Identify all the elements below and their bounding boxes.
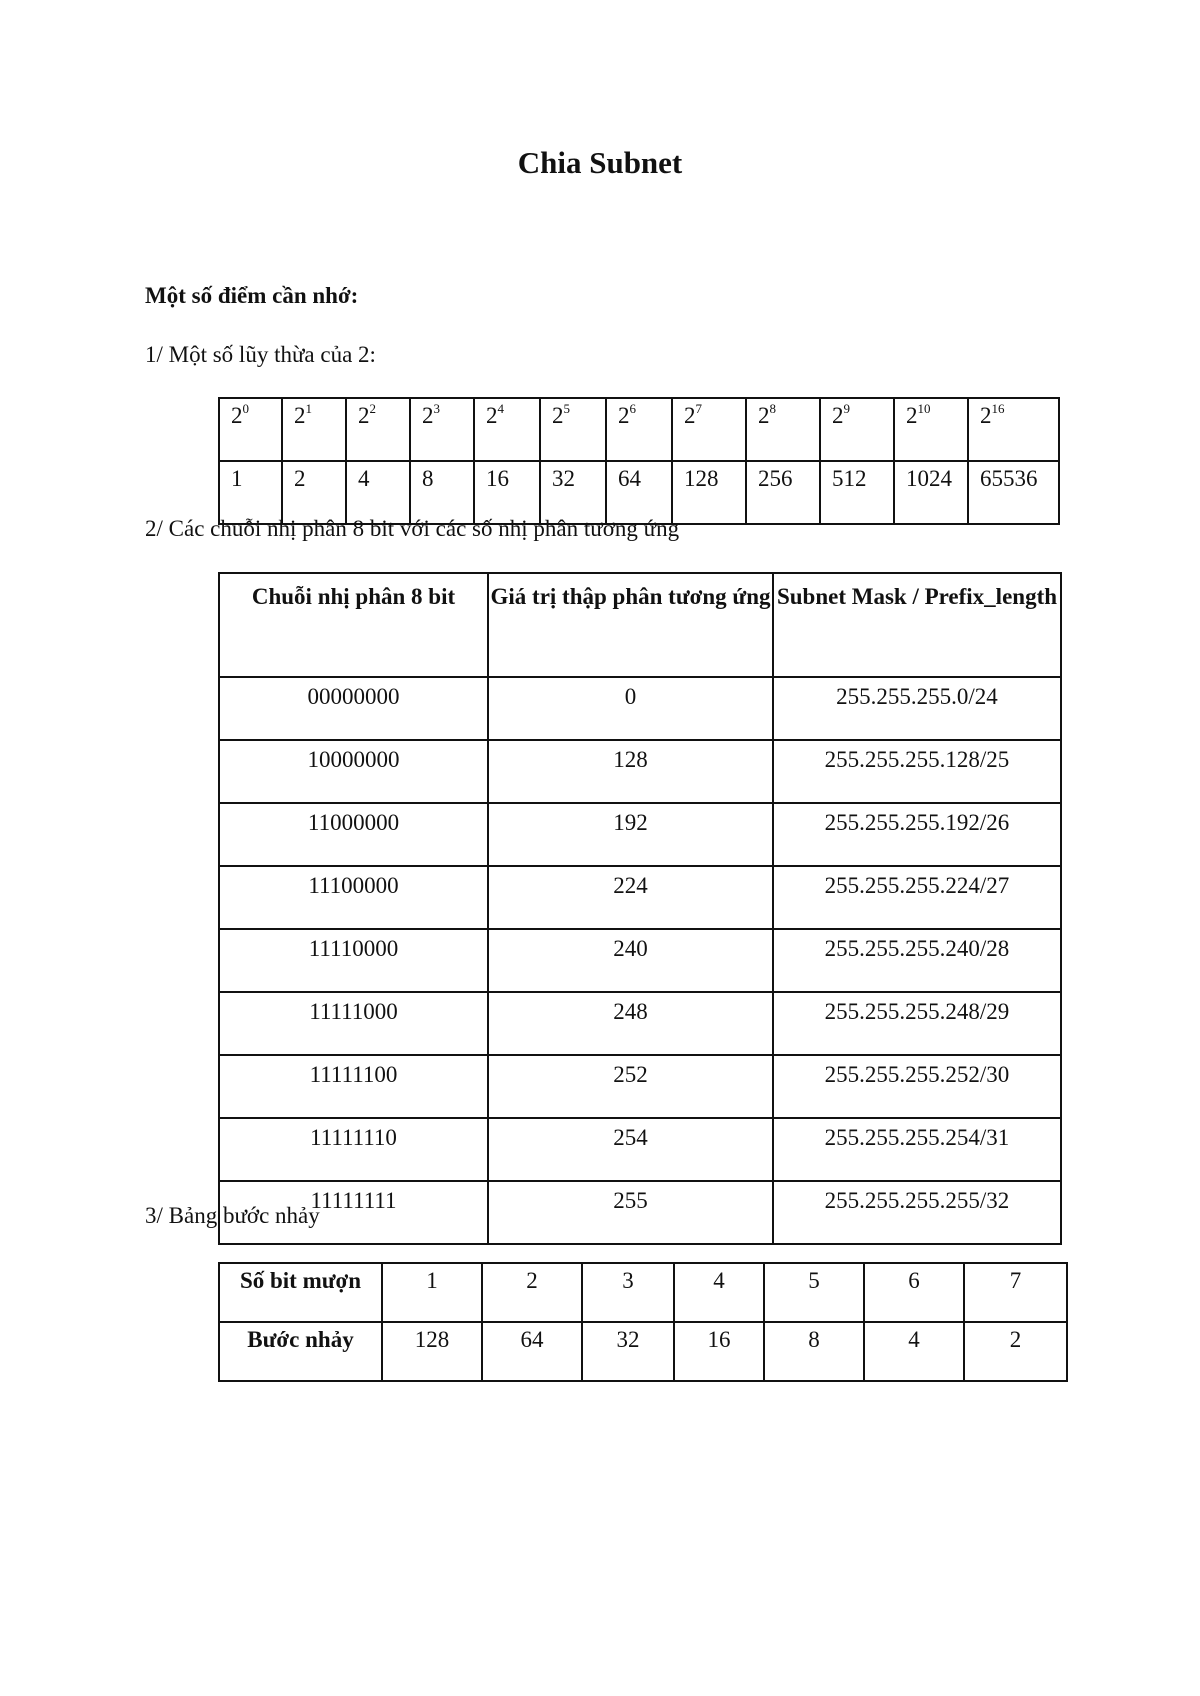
borrowed-bits-cell: 2: [482, 1263, 582, 1322]
subnet-mask-cell: 255.255.255.255/32: [773, 1181, 1061, 1244]
power-value-cell: 1: [219, 461, 282, 524]
binary-cell: 11111111: [219, 1181, 488, 1244]
borrowed-bits-row: [219, 1263, 1067, 1322]
decimal-cell: 248: [488, 992, 773, 1055]
binary-subnet-table: [218, 572, 1062, 1245]
power-cell: [540, 398, 606, 461]
borrowed-bits-cell: 4: [674, 1263, 764, 1322]
decimal-cell: 255: [488, 1181, 773, 1244]
step-size-cell: 2: [964, 1322, 1067, 1381]
binary-cell: 11111100: [219, 1055, 488, 1118]
step-size-cell: 128: [382, 1322, 482, 1381]
subnet-mask-cell: 255.255.255.252/30: [773, 1055, 1061, 1118]
subnet-mask-cell: 255.255.255.240/28: [773, 929, 1061, 992]
power-base: 2: [294, 403, 306, 428]
decimal-cell: 192: [488, 803, 773, 866]
power-exponent: 3: [433, 401, 440, 416]
power-exponent: 1: [305, 401, 312, 416]
power-cell: [282, 398, 346, 461]
power-cell: [346, 398, 410, 461]
power-exponent: 16: [991, 401, 1005, 416]
power-base: 2: [552, 403, 564, 428]
section3-label: 3/ Bảng bước nhảy: [145, 1203, 320, 1228]
table-row: [219, 740, 1061, 803]
step-size-cell: 8: [764, 1322, 864, 1381]
step-size-cell: 64: [482, 1322, 582, 1381]
power-base: 2: [618, 403, 630, 428]
power-value-cell: 2: [282, 461, 346, 524]
subnet-mask-cell: 255.255.255.0/24: [773, 677, 1061, 740]
table-row: [219, 1118, 1061, 1181]
table-row: [219, 992, 1061, 1055]
power-base: 2: [980, 403, 992, 428]
borrowed-bits-cell: 5: [764, 1263, 864, 1322]
binary-cell: 11000000: [219, 803, 488, 866]
power-base: 2: [684, 403, 696, 428]
power-exponent: 0: [242, 401, 249, 416]
power-exponent: 9: [843, 401, 850, 416]
power-cell: [474, 398, 540, 461]
values-row: [219, 461, 1059, 524]
power-base: 2: [358, 403, 370, 428]
power-base: 2: [422, 403, 434, 428]
table-row: [219, 1181, 1061, 1244]
power-base: 2: [486, 403, 498, 428]
header-binary: Chuỗi nhị phân 8 bit: [219, 573, 488, 677]
power-value-cell: 8: [410, 461, 474, 524]
power-value-cell: 4: [346, 461, 410, 524]
subnet-mask-cell: 255.255.255.128/25: [773, 740, 1061, 803]
table-row: [219, 929, 1061, 992]
powers-row: [219, 398, 1059, 461]
power-cell: [820, 398, 894, 461]
borrowed-bits-cell: 7: [964, 1263, 1067, 1322]
power-base: 2: [906, 403, 918, 428]
powers-of-two-table: [218, 397, 1060, 525]
power-exponent: 8: [769, 401, 776, 416]
power-cell: [894, 398, 968, 461]
power-exponent: 10: [917, 401, 931, 416]
binary-cell: 11111000: [219, 992, 488, 1055]
power-cell: [672, 398, 746, 461]
table-row: [219, 1055, 1061, 1118]
borrowed-bits-label: Số bit mượn: [219, 1263, 382, 1322]
table-row: [219, 677, 1061, 740]
section1-label: 1/ Một số lũy thừa của 2:: [145, 342, 376, 367]
decimal-cell: 0: [488, 677, 773, 740]
subnet-mask-cell: 255.255.255.224/27: [773, 866, 1061, 929]
subnet-mask-cell: 255.255.255.254/31: [773, 1118, 1061, 1181]
borrowed-bits-cell: 6: [864, 1263, 964, 1322]
page-title: Chia Subnet: [517, 145, 683, 180]
step-size-row: [219, 1322, 1067, 1381]
subnet-mask-cell: 255.255.255.248/29: [773, 992, 1061, 1055]
binary-cell: 11100000: [219, 866, 488, 929]
binary-cell: 10000000: [219, 740, 488, 803]
power-exponent: 4: [497, 401, 504, 416]
subnet-mask-cell: 255.255.255.192/26: [773, 803, 1061, 866]
decimal-cell: 252: [488, 1055, 773, 1118]
power-base: 2: [231, 403, 243, 428]
power-value-cell: 512: [820, 461, 894, 524]
power-value-cell: 128: [672, 461, 746, 524]
power-exponent: 6: [629, 401, 636, 416]
step-size-label: Bước nhảy: [219, 1322, 382, 1381]
table-row: [219, 803, 1061, 866]
step-size-cell: 16: [674, 1322, 764, 1381]
power-cell: [219, 398, 282, 461]
binary-cell: 11110000: [219, 929, 488, 992]
power-value-cell: 64: [606, 461, 672, 524]
power-value-cell: 32: [540, 461, 606, 524]
decimal-cell: 240: [488, 929, 773, 992]
table-header-row: [219, 573, 1061, 677]
binary-cell: 00000000: [219, 677, 488, 740]
decimal-cell: 224: [488, 866, 773, 929]
notes-heading: Một số điểm cần nhớ:: [145, 283, 359, 308]
power-value-cell: 1024: [894, 461, 968, 524]
decimal-cell: 254: [488, 1118, 773, 1181]
borrowed-bits-cell: 3: [582, 1263, 674, 1322]
decimal-cell: 128: [488, 740, 773, 803]
power-cell: [606, 398, 672, 461]
power-base: 2: [832, 403, 844, 428]
power-exponent: 2: [369, 401, 376, 416]
header-subnet-mask: Subnet Mask / Prefix_length: [773, 573, 1061, 677]
power-cell: [746, 398, 820, 461]
binary-cell: 11111110: [219, 1118, 488, 1181]
power-value-cell: 16: [474, 461, 540, 524]
section2-label: 2/ Các chuỗi nhị phân 8 bit với các số nhị phân tương ứng: [145, 516, 680, 541]
table-row: [219, 866, 1061, 929]
step-size-cell: 4: [864, 1322, 964, 1381]
step-table: [218, 1262, 1068, 1382]
power-base: 2: [758, 403, 770, 428]
step-size-cell: 32: [582, 1322, 674, 1381]
header-decimal: Giá trị thập phân tương ứng: [488, 573, 773, 677]
power-cell: [410, 398, 474, 461]
power-cell: [968, 398, 1059, 461]
borrowed-bits-cell: 1: [382, 1263, 482, 1322]
power-exponent: 5: [563, 401, 570, 416]
power-value-cell: 65536: [968, 461, 1059, 524]
power-exponent: 7: [695, 401, 702, 416]
power-value-cell: 256: [746, 461, 820, 524]
